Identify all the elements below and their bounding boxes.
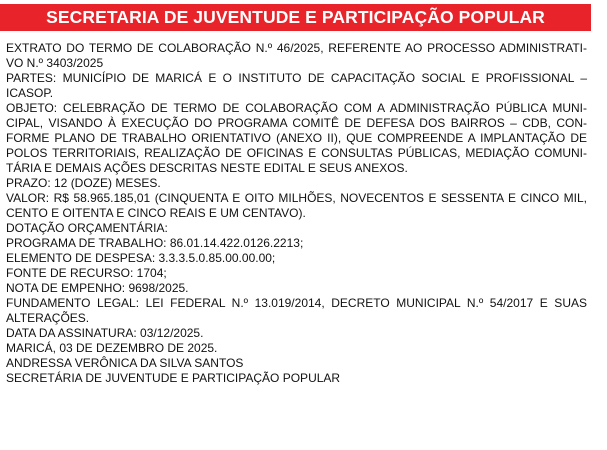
- text-line: DOTAÇÃO ORÇAMENTÁRIA:: [6, 221, 168, 235]
- text-line: CENTO E OITENTA E CINCO REAIS E UM CENTAVO).: [6, 206, 306, 220]
- text-line: MARICÁ, 03 DE DEZEMBRO DE 2025.: [6, 341, 218, 355]
- text-line: PROGRAMA DE TRABALHO: 86.01.14.422.0126.2213;: [6, 236, 304, 250]
- text-line: POLOS TERRITORIAIS, REALIZAÇÃO DE OFICINAS E CONSULTAS PÚBLICAS, MEDIAÇÃO COMUNI-: [6, 146, 587, 160]
- text-line: FUNDAMENTO LEGAL: LEI FEDERAL N.º 13.019/2014, DECRETO MUNICIPAL N.º 54/2017 E SUAS: [6, 296, 587, 310]
- text-line: VALOR: R$ 58.965.185,01 (CINQUENTA E OITO MILHÕES, NOVECENTOS E SESSENTA E CINCO MIL,: [6, 191, 587, 205]
- text-line: TÁRIA E DEMAIS AÇÕES DESCRITAS NESTE EDITAL E SEUS ANEXOS.: [6, 161, 408, 175]
- text-line: PRAZO: 12 (DOZE) MESES.: [6, 176, 161, 190]
- text-line: FORME PLANO DE TRABALHO ORIENTATIVO (ANEXO II), QUE COMPREENDE A IMPLANTAÇÃO DE: [6, 131, 587, 145]
- text-line: NOTA DE EMPENHO: 9698/2025.: [6, 281, 189, 295]
- text-line: SECRETÁRIA DE JUVENTUDE E PARTICIPAÇÃO POPULAR: [6, 371, 341, 385]
- text-line: PARTES: MUNICÍPIO DE MARICÁ E O INSTITUTO DE CAPACITAÇÃO SOCIAL E PROFISSIONAL –: [6, 71, 587, 85]
- text-line: ICASOP.: [6, 86, 54, 100]
- text-line: FONTE DE RECURSO: 1704;: [6, 266, 167, 280]
- section-title: SECRETARIA DE JUVENTUDE E PARTICIPAÇÃO POPULAR: [46, 7, 545, 27]
- text-line: EXTRATO DO TERMO DE COLABORAÇÃO N.º 46/2025, REFERENTE AO PROCESSO ADMINISTRATI-: [6, 41, 587, 55]
- section-header-banner: [0, 4, 591, 31]
- text-line: ANDRESSA VERÔNICA DA SILVA SANTOS: [6, 356, 244, 370]
- text-line: VO N.º 3403/2025: [6, 56, 104, 70]
- text-line: CIPAL, VISANDO À EXECUÇÃO DO PROGRAMA COMITÊ DE DEFESA DOS BAIRROS – CDB, CON-: [6, 116, 587, 130]
- text-line: ELEMENTO DE DESPESA: 3.3.3.5.0.85.00.00.00;: [6, 251, 276, 265]
- text-line: DATA DA ASSINATURA: 03/12/2025.: [6, 326, 204, 340]
- document-body: [6, 41, 587, 386]
- text-line: ALTERAÇÕES.: [6, 311, 90, 325]
- text-line: OBJETO: CELEBRAÇÃO DE TERMO DE COLABORAÇÃO COM A ADMINISTRAÇÃO PÚBLICA MUNI-: [6, 101, 587, 115]
